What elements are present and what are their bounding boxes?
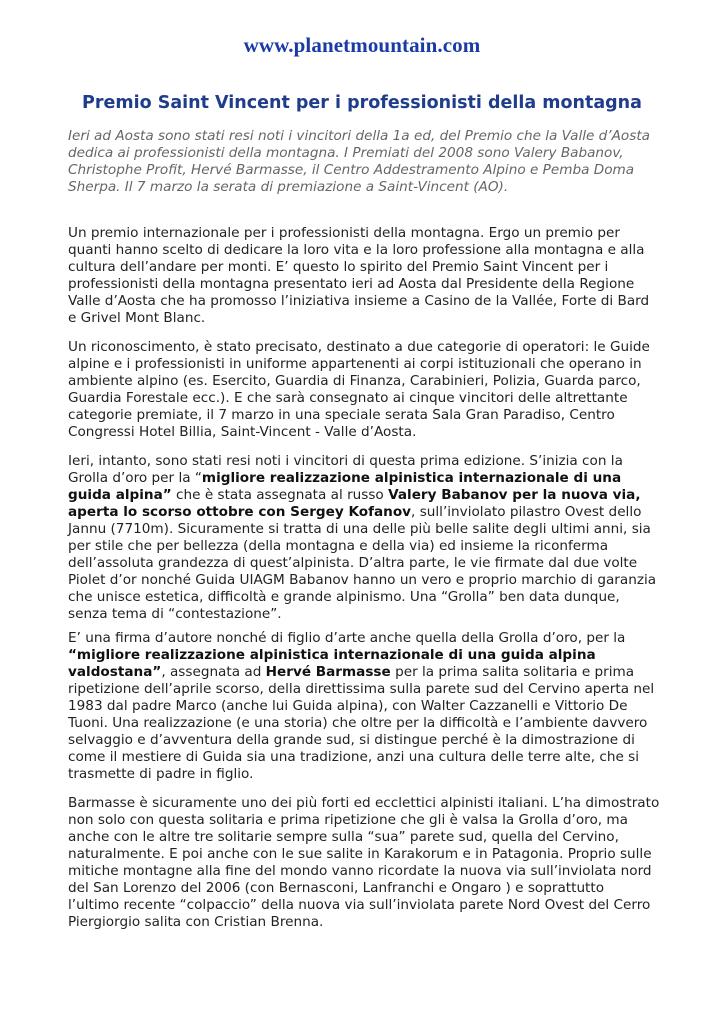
paragraph-line	[68, 310, 658, 327]
paragraph-line	[68, 259, 658, 276]
text-run: Valle d’Aosta che ha promosso l’iniziativa insieme a Casino de la Vallée, Forte di Bard	[68, 293, 650, 309]
lead-line: Ieri ad Aosta sono stati resi noti i vincitori della 1a ed, del Premio che la Valle d’Aosta	[68, 128, 650, 144]
paragraph-line	[68, 373, 658, 390]
text-run: Piergiorgio salita con Cristian Brenna.	[68, 914, 324, 930]
text-run: professionisti della montagna presentato ieri ad Aosta dal Presidente della Regione	[68, 276, 635, 292]
text-run: alpine e i professionisti in uniforme appartenenti ai corpi istituzionali che operano in	[68, 356, 642, 372]
paragraph-line	[68, 766, 658, 783]
paragraph-line	[68, 453, 658, 470]
paragraph-line	[68, 293, 658, 310]
lead-line: Christophe Profit, Hervé Barmasse, il Centro Addestramento Alpino e Pemba Doma	[68, 162, 635, 178]
paragraph-line	[68, 424, 658, 441]
text-run: Congressi Hotel Billia, Saint-Vincent - Valle d’Aosta.	[68, 424, 417, 440]
text-run: categorie premiate, il 7 marzo in una speciale serata Sala Gran Paradiso, Centro	[68, 407, 615, 423]
text-run: E’ una firma d’autore nonché di figlio d’arte anche quella della Grolla d’oro, per la	[68, 630, 626, 646]
bold-text-run: Hervé Barmasse	[265, 664, 391, 680]
text-run: trasmette di padre in figlio.	[68, 766, 254, 782]
paragraph-line	[68, 225, 658, 242]
text-run: Tuoni. Una realizzazione (e una storia) che oltre per la difficoltà e l’ambiente davvero	[68, 715, 648, 731]
paragraph-line	[68, 715, 658, 732]
paragraph-line	[68, 630, 658, 647]
text-run: , assegnata ad	[161, 664, 266, 680]
text-run: Piolet d’or nonché Guida UIAGM Babanov hanno un vero e proprio marchio di garanzia	[68, 572, 657, 588]
article-lead	[68, 128, 648, 196]
lead-line: Sherpa. Il 7 marzo la serata di premiazione a Saint-Vincent (AO).	[68, 179, 509, 195]
text-run: quanti hanno scelto di dedicare la loro vita e la loro professione alla montagna e alla	[68, 242, 645, 258]
text-run: per la prima salita solitaria e prima	[390, 664, 635, 680]
paragraph-line	[68, 572, 658, 589]
bold-text-run: migliore realizzazione alpinistica internazionale di una	[201, 470, 622, 486]
text-run: Ieri, intanto, sono stati resi noti i vincitori di questa prima edizione. S’inizia con la	[68, 453, 623, 469]
text-run: Jannu (7710m). Sicuramente si tratta di una delle più belle salite degli ultimi anni, sia	[68, 521, 651, 537]
paragraph-line	[68, 897, 658, 914]
paragraph-line	[68, 339, 658, 356]
text-run: selvaggio e d’avventura della grande sud, si distingue perché è la dimostrazione di	[68, 732, 635, 748]
text-run: mitiche montagne alla fine del mondo vanno ricordate la nuova via sull’inviolata nord	[68, 863, 652, 879]
text-run: Grolla d’oro per la “	[68, 470, 202, 486]
text-run: Guardia Forestale ecc.). E che sarà consegnato ai cinque vincitori delle altrettante	[68, 390, 628, 406]
bold-text-run: Valery Babanov per la nuova via,	[388, 487, 641, 503]
text-run: del San Lorenzo del 2006 (con Bernasconi, Lanfranchi e Ongaro ) e soprattutto	[68, 880, 605, 896]
paragraph-line	[68, 487, 658, 504]
paragraph-line	[68, 407, 658, 424]
text-run: dell’assoluta grandezza di quest’alpinista. D’altra parte, le vie firmate dal due volte	[68, 555, 638, 571]
site-url-header[interactable]: www.planetmountain.com	[243, 33, 481, 57]
text-run: Un riconoscimento, è stato precisato, destinato a due categorie di operatori: le Guide	[68, 339, 650, 355]
paragraph-line	[68, 681, 658, 698]
paragraph-line	[68, 276, 658, 293]
paragraph-line	[68, 698, 658, 715]
paragraph-line	[68, 846, 658, 863]
paragraph-line	[68, 589, 658, 606]
body-paragraph	[68, 225, 658, 327]
paragraph-line	[68, 664, 658, 681]
text-run: ripetizione dell’aprile scorso, della direttissima sulla parete sud del Cervino aperta nel	[68, 681, 655, 697]
text-run: cultura dell’andare per monti. E’ questo lo spirito del Premio Saint Vincent per i	[68, 259, 609, 275]
paragraph-line	[68, 749, 658, 766]
paragraph-line	[68, 606, 658, 623]
body-paragraph	[68, 339, 658, 441]
paragraph-line	[68, 242, 658, 259]
text-run: naturalmente. E poi anche con le sue salite in Karakorum e in Patagonia. Proprio sulle	[68, 846, 652, 862]
lead-line: dedica ai professionisti della montagna. I Premiati del 2008 sono Valery Babanov,	[68, 145, 624, 161]
text-run: Un premio internazionale per i professionisti della montagna. Ergo un premio per	[68, 225, 620, 241]
text-run: ambiente alpino (es. Esercito, Guardia di Finanza, Carabinieri, Polizia, Guarda parco,	[68, 373, 641, 389]
text-run: non solo con questa solitaria e prima ripetizione che gli è valsa la Grolla d’oro, ma	[68, 812, 628, 828]
text-run: come il mestiere di Guida sia una tradizione, anzi una cultura delle terre alte, che si	[68, 749, 639, 765]
text-run: per stile che per bellezza (della montagna e della via) ed insieme la riconferma	[68, 538, 609, 554]
paragraph-line	[68, 812, 658, 829]
paragraph-line	[68, 732, 658, 749]
paragraph-line	[68, 538, 658, 555]
body-paragraph	[68, 453, 658, 623]
paragraph-line	[68, 914, 658, 931]
paragraph-line	[68, 504, 658, 521]
text-run: senza tema di “contestazione”.	[68, 606, 282, 622]
bold-text-run: guida alpina”	[68, 487, 172, 503]
paragraph-line	[68, 647, 658, 664]
bold-text-run: “migliore realizzazione alpinistica internazionale di una guida alpina	[68, 647, 596, 663]
paragraph-line	[68, 390, 658, 407]
paragraph-line	[68, 829, 658, 846]
paragraph-line	[68, 356, 658, 373]
article-title: Premio Saint Vincent per i professionisti della montagna	[82, 93, 642, 113]
text-run: che unisce estetica, difficoltà e grande alpinismo. Una “Grolla” ben data dunque,	[68, 589, 620, 605]
text-run: e Grivel Mont Blanc.	[68, 310, 206, 326]
text-run: che è stata assegnata al russo	[171, 487, 389, 503]
paragraph-line	[68, 880, 658, 897]
paragraph-line	[68, 470, 658, 487]
bold-text-run: valdostana”	[68, 664, 162, 680]
bold-text-run: aperta lo scorso ottobre con Sergey Kofanov	[68, 504, 412, 520]
text-run: Barmasse è sicuramente uno dei più forti ed ecclettici alpinisti italiani. L’ha dimostrato	[68, 795, 660, 811]
paragraph-line	[68, 555, 658, 572]
paragraph-line	[68, 795, 658, 812]
paragraph-line	[68, 863, 658, 880]
text-run: l’ultimo recente “colpaccio” della nuova via sull’inviolata parete Nord Ovest del Cerro	[68, 897, 651, 913]
body-paragraph	[68, 795, 658, 931]
text-run: 1983 dal padre Marco (anche lui Guida alpina), con Walter Cazzanelli e Vittorio De	[68, 698, 628, 714]
text-run: , sull’inviolato pilastro Ovest dello	[411, 504, 642, 520]
body-paragraph	[68, 630, 658, 783]
text-run: anche con le altre tre solitarie sempre sulla “sua” parete sud, quella del Cervino,	[68, 829, 619, 845]
paragraph-line	[68, 521, 658, 538]
